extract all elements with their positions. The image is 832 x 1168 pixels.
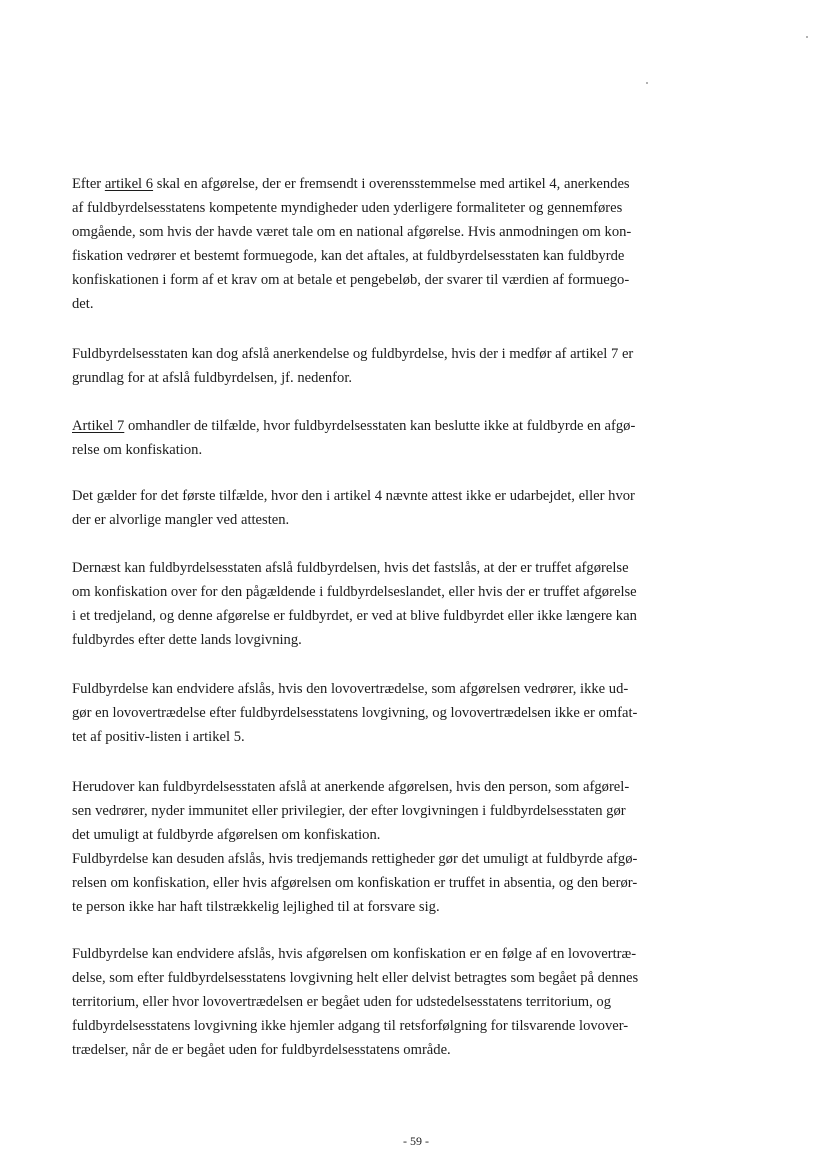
text-segment: relse om konfiskation. [72,442,203,458]
text-line [72,725,762,749]
text-line [72,172,762,196]
text-line [72,990,762,1014]
text-line [72,775,762,799]
text-line [72,268,762,292]
text-segment: delse, som efter fuldbyrdelsesstatens lovgivning helt eller delvist betragtes som begået på dennes [72,970,639,986]
paragraph-lovovertraedelse [72,677,762,749]
text-segment: relsen om konfiskation, eller hvis afgørelsen om konfiskation er truffet in absentia, og den berør- [72,875,638,891]
text-segment: gør en lovovertrædelse efter fuldbyrdelsesstatens lovgivning, og lovovertrædelsen ikke er omfat- [72,705,638,721]
text-segment: Fuldbyrdelsesstaten kan dog afslå anerkendelse og fuldbyrdelse, hvis der i medfør af artikel 7 er [72,346,634,362]
paragraph-territorium [72,942,762,1062]
text-line [72,871,762,895]
paragraph-artikel-7 [72,414,762,462]
text-line [72,966,762,990]
text-segment: i et tredjeland, og denne afgørelse er fuldbyrdet, er ved at blive fuldbyrdet eller ikke længere kan [72,608,637,624]
text-line [72,508,762,532]
text-segment: fiskation vedrører et bestemt formuegode, kan det aftales, at fuldbyrdelsesstaten kan fuldbyrde [72,248,625,264]
text-line [72,438,762,462]
text-line [72,847,762,871]
scan-speck [646,82,648,84]
text-line [72,701,762,725]
text-segment: konfiskationen i form af et krav om at betale et pengebeløb, der svarer til værdien af formuego- [72,272,630,288]
text-line [72,677,762,701]
paragraph-attest [72,484,762,532]
text-segment: det. [72,296,94,312]
text-segment: Dernæst kan fuldbyrdelsesstaten afslå fuldbyrdelsen, hvis det fastslås, at der er truffet afgørelse [72,560,629,576]
text-line [72,244,762,268]
text-segment: fuldbyrdes efter dette lands lovgivning. [72,632,302,648]
text-segment: Fuldbyrdelse kan endvidere afslås, hvis den lovovertrædelse, som afgørelsen vedrører, ikke ud- [72,681,629,697]
text-segment: trædelser, når de er begået uden for fuldbyrdelsesstatens område. [72,1042,451,1058]
text-segment: tet af positiv-listen i artikel 5. [72,729,245,745]
text-line [72,823,762,847]
paragraph-immunitet [72,775,762,919]
scan-speck [806,36,808,38]
text-line [72,1038,762,1062]
text-line [72,366,762,390]
text-line [72,220,762,244]
text-line [72,196,762,220]
text-line [72,628,762,652]
paragraph-tredjeland [72,556,762,652]
text-segment: Efter [72,176,105,192]
paragraph-afslag-grundlag [72,342,762,390]
text-line [72,799,762,823]
page-number: - 59 - [403,1134,429,1148]
text-segment: af fuldbyrdelsesstatens kompetente myndigheder uden yderligere formaliteter og gennemføres [72,200,623,216]
text-line [72,1014,762,1038]
text-line [72,292,762,316]
article-reference: artikel 6 [104,176,154,192]
article-reference: Artikel 7 [72,418,125,434]
text-segment: det umuligt at fuldbyrde afgørelsen om konfiskation. [72,827,381,843]
text-line [72,414,762,438]
text-segment: Fuldbyrdelse kan endvidere afslås, hvis afgørelsen om konfiskation er en følge af en lovovertræ- [72,946,637,962]
text-segment: Herudover kan fuldbyrdelsesstaten afslå at anerkende afgørelsen, hvis den person, som afgørel- [72,779,630,795]
text-segment: omgående, som hvis der havde været tale om en national afgørelse. Hvis anmodningen om kon- [72,224,632,240]
text-line [72,556,762,580]
text-line [72,484,762,508]
text-segment: territorium, eller hvor lovovertrædelsen er begået uden for udstedelsesstatens territorium, og [72,994,611,1010]
text-line [72,604,762,628]
text-segment: Det gælder for det første tilfælde, hvor den i artikel 4 nævnte attest ikke er udarbejdet, eller hvor [72,488,635,504]
text-line [72,895,762,919]
text-segment: Fuldbyrdelse kan desuden afslås, hvis tredjemands rettigheder gør det umuligt at fuldbyrde afgø- [72,851,638,867]
paragraph-artikel-6 [72,172,762,316]
text-segment: om konfiskation over for den pågældende i fuldbyrdelseslandet, eller hvis der er truffet afgørelse [72,584,637,600]
text-segment: skal en afgørelse, der er fremsendt i overensstemmelse med artikel 4, anerkendes [153,176,630,192]
text-line [72,942,762,966]
text-segment: sen vedrører, nyder immunitet eller privilegier, der efter lovgivningen i fuldbyrdelsesstaten gør [72,803,626,819]
text-line [72,342,762,366]
text-segment: der er alvorlige mangler ved attesten. [72,512,290,528]
text-segment: te person ikke har haft tilstrækkelig lejlighed til at forsvare sig. [72,899,440,915]
text-segment: fuldbyrdelsesstatens lovgivning ikke hjemler adgang til retsforfølgning for tilsvarende lovover- [72,1018,629,1034]
text-segment: omhandler de tilfælde, hvor fuldbyrdelsesstaten kan beslutte ikke at fuldbyrde en afgø- [124,418,636,434]
text-line [72,580,762,604]
text-segment: grundlag for at afslå fuldbyrdelsen, jf. nedenfor. [72,370,353,386]
